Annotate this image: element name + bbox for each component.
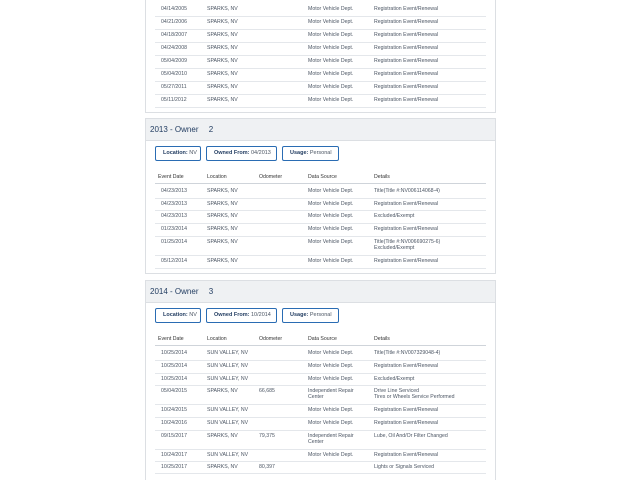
table-row bbox=[155, 256, 486, 269]
event-details-line-1: Registration Event/Renewal bbox=[374, 97, 439, 103]
event-source bbox=[308, 213, 353, 219]
event-odometer: 80,397 bbox=[259, 464, 275, 470]
owned-from-chip[interactable] bbox=[206, 308, 277, 323]
event-date: 05/12/2014 bbox=[161, 258, 187, 264]
event-location: SPARKS, NV bbox=[207, 71, 238, 77]
table-row bbox=[155, 237, 486, 256]
event-details bbox=[374, 239, 440, 251]
event-date: 10/25/2014 bbox=[161, 376, 187, 382]
event-source-line-1: Motor Vehicle Dept. bbox=[308, 363, 354, 369]
location-chip[interactable] bbox=[155, 308, 201, 323]
event-details bbox=[374, 226, 438, 232]
event-source bbox=[308, 407, 353, 413]
event-source-line-1: Motor Vehicle Dept. bbox=[308, 452, 354, 458]
event-source bbox=[308, 58, 353, 64]
event-location: SPARKS, NV bbox=[207, 239, 238, 245]
table-row bbox=[155, 69, 486, 82]
table-row bbox=[155, 199, 486, 211]
column-header-odometer: Odometer bbox=[259, 174, 283, 180]
table-row bbox=[155, 386, 486, 405]
event-details bbox=[374, 188, 440, 194]
event-details-line-1: Registration Event/Renewal bbox=[374, 201, 439, 207]
event-location: SPARKS, NV bbox=[207, 188, 238, 194]
event-details bbox=[374, 433, 448, 439]
event-date: 04/21/2006 bbox=[161, 19, 187, 25]
table-row bbox=[155, 43, 486, 56]
event-details bbox=[374, 58, 438, 64]
event-details bbox=[374, 45, 438, 51]
table-row bbox=[155, 17, 486, 30]
table-row bbox=[155, 374, 486, 386]
usage-chip[interactable] bbox=[282, 308, 339, 323]
owner-3-card bbox=[145, 280, 496, 480]
column-header-location: Location bbox=[207, 174, 227, 180]
table-row bbox=[155, 224, 486, 237]
owned-from-chip-label: Owned From: bbox=[214, 150, 250, 156]
event-details bbox=[374, 420, 438, 426]
event-date: 10/25/2017 bbox=[161, 464, 187, 470]
column-header-location: Location bbox=[207, 336, 227, 342]
event-details bbox=[374, 464, 434, 470]
event-details bbox=[374, 213, 414, 219]
event-location: SUN VALLEY, NV bbox=[207, 363, 249, 369]
owner-year: 2014 bbox=[150, 287, 168, 296]
event-location: SUN VALLEY, NV bbox=[207, 376, 249, 382]
event-location: SPARKS, NV bbox=[207, 226, 238, 232]
event-source-line-1: Motor Vehicle Dept. bbox=[308, 32, 354, 38]
event-details-line-1: Registration Event/Renewal bbox=[374, 71, 439, 77]
column-header-details: Details bbox=[374, 336, 390, 342]
event-source-line-1: Motor Vehicle Dept. bbox=[308, 226, 354, 232]
event-source-line-1: Independent Repair bbox=[308, 433, 354, 439]
table-row bbox=[155, 450, 486, 462]
event-odometer: 79,375 bbox=[259, 433, 275, 439]
location-chip-value: NV bbox=[189, 150, 197, 156]
event-date: 01/25/2014 bbox=[161, 239, 187, 245]
event-details-line-1: Lights or Signals Serviced bbox=[374, 464, 434, 470]
event-details-line-1: Registration Event/Renewal bbox=[374, 407, 439, 413]
owner-1-card bbox=[145, 0, 496, 113]
event-source bbox=[308, 84, 353, 90]
event-source-line-1: Motor Vehicle Dept. bbox=[308, 407, 354, 413]
event-source bbox=[308, 388, 354, 400]
event-source bbox=[308, 32, 353, 38]
event-location: SUN VALLEY, NV bbox=[207, 350, 249, 356]
event-source-line-1: Motor Vehicle Dept. bbox=[308, 45, 354, 51]
event-date: 10/24/2016 bbox=[161, 420, 187, 426]
event-location: SPARKS, NV bbox=[207, 201, 238, 207]
event-location: SPARKS, NV bbox=[207, 97, 238, 103]
table-row bbox=[155, 462, 486, 474]
column-header-date: Event Date bbox=[158, 174, 184, 180]
event-source bbox=[308, 363, 353, 369]
location-chip-label: Location: bbox=[163, 150, 188, 156]
usage-chip-value: Personal bbox=[309, 312, 332, 318]
event-details-line-1: Registration Event/Renewal bbox=[374, 6, 439, 12]
owner-year: 2013 bbox=[150, 125, 168, 134]
event-details bbox=[374, 388, 455, 400]
event-source bbox=[308, 71, 353, 77]
event-location: SUN VALLEY, NV bbox=[207, 407, 249, 413]
table-row bbox=[155, 211, 486, 224]
column-header-odometer: Odometer bbox=[259, 336, 283, 342]
owned-from-chip-value: 10/2014 bbox=[250, 312, 271, 318]
usage-chip-label: Usage: bbox=[290, 150, 309, 156]
table-row bbox=[155, 56, 486, 69]
event-source bbox=[308, 6, 353, 12]
event-source-line-1: Motor Vehicle Dept. bbox=[308, 97, 354, 103]
event-source bbox=[308, 376, 353, 382]
event-source bbox=[308, 258, 353, 264]
event-source bbox=[308, 188, 353, 194]
event-date: 04/23/2013 bbox=[161, 213, 187, 219]
event-source bbox=[308, 201, 353, 207]
event-source bbox=[308, 45, 353, 51]
table-row bbox=[155, 4, 486, 17]
event-source-line-2: Center bbox=[308, 439, 324, 446]
usage-chip-value: Personal bbox=[309, 150, 332, 156]
column-header-source: Data Source bbox=[308, 336, 337, 342]
event-location: SPARKS, NV bbox=[207, 213, 238, 219]
event-location: SPARKS, NV bbox=[207, 45, 238, 51]
event-details bbox=[374, 201, 438, 207]
event-details bbox=[374, 32, 438, 38]
event-source bbox=[308, 239, 353, 245]
event-source-line-1: Independent Repair bbox=[308, 388, 354, 394]
event-details-line-2: Tires or Wheels Service Performed bbox=[374, 394, 455, 401]
event-date: 04/18/2007 bbox=[161, 32, 187, 38]
event-details-line-1: Registration Event/Renewal bbox=[374, 84, 439, 90]
owned-from-chip[interactable] bbox=[206, 146, 277, 161]
event-details-line-1: Registration Event/Renewal bbox=[374, 32, 439, 38]
owner-3-table-header bbox=[155, 336, 486, 346]
event-details-line-1: Title(Title #:NV006114068-4) bbox=[374, 188, 440, 194]
event-source-line-1: Motor Vehicle Dept. bbox=[308, 376, 354, 382]
event-details-line-1: Registration Event/Renewal bbox=[374, 420, 439, 426]
table-row bbox=[155, 418, 486, 431]
event-details-line-1: Registration Event/Renewal bbox=[374, 258, 439, 264]
event-details bbox=[374, 19, 438, 25]
owner-title-sep: - Owner bbox=[170, 287, 199, 296]
owned-from-chip-label: Owned From: bbox=[214, 312, 250, 318]
event-details-line-1: Lube, Oil And/Or Filter Changed bbox=[374, 433, 448, 439]
event-location: SPARKS, NV bbox=[207, 464, 238, 470]
event-source-line-2: Center bbox=[308, 394, 324, 401]
event-date: 05/04/2009 bbox=[161, 58, 187, 64]
event-details-line-1: Registration Event/Renewal bbox=[374, 58, 439, 64]
event-date: 10/25/2014 bbox=[161, 363, 187, 369]
event-details bbox=[374, 6, 438, 12]
event-location: SPARKS, NV bbox=[207, 388, 238, 394]
event-date: 10/25/2014 bbox=[161, 350, 187, 356]
event-details bbox=[374, 97, 438, 103]
event-location: SPARKS, NV bbox=[207, 6, 238, 12]
usage-chip[interactable] bbox=[282, 146, 339, 161]
event-details bbox=[374, 407, 438, 413]
event-source-line-1: Motor Vehicle Dept. bbox=[308, 213, 354, 219]
owner-2-table-header bbox=[155, 174, 486, 184]
event-location: SPARKS, NV bbox=[207, 258, 238, 264]
event-date: 10/24/2015 bbox=[161, 407, 187, 413]
event-details-line-2: Excluded/Exempt bbox=[374, 245, 415, 252]
event-source-line-1: Motor Vehicle Dept. bbox=[308, 258, 354, 264]
event-odometer: 66,685 bbox=[259, 388, 275, 394]
table-row bbox=[155, 405, 486, 418]
event-location: SPARKS, NV bbox=[207, 433, 238, 439]
event-source bbox=[308, 97, 353, 103]
event-details bbox=[374, 258, 438, 264]
owner-2-title bbox=[146, 119, 495, 141]
owned-from-chip-value: 04/2013 bbox=[250, 150, 271, 156]
event-source bbox=[308, 19, 353, 25]
event-details-line-1: Registration Event/Renewal bbox=[374, 45, 439, 51]
event-details bbox=[374, 363, 438, 369]
event-source-line-1: Motor Vehicle Dept. bbox=[308, 350, 354, 356]
event-source-line-1: Motor Vehicle Dept. bbox=[308, 71, 354, 77]
owner-number: 3 bbox=[208, 287, 214, 296]
owner-title-sep: - Owner bbox=[170, 125, 199, 134]
event-source bbox=[308, 433, 354, 445]
event-date: 04/23/2013 bbox=[161, 201, 187, 207]
event-source-line-1: Motor Vehicle Dept. bbox=[308, 201, 354, 207]
owner-2-card bbox=[145, 118, 496, 274]
column-header-details: Details bbox=[374, 174, 390, 180]
event-details bbox=[374, 71, 438, 77]
event-source-line-1: Motor Vehicle Dept. bbox=[308, 84, 354, 90]
column-header-source: Data Source bbox=[308, 174, 337, 180]
event-details-line-1: Registration Event/Renewal bbox=[374, 226, 439, 232]
table-row bbox=[155, 30, 486, 43]
event-date: 10/24/2017 bbox=[161, 452, 187, 458]
event-source-line-1: Motor Vehicle Dept. bbox=[308, 19, 354, 25]
event-source bbox=[308, 452, 353, 458]
event-details bbox=[374, 84, 438, 90]
event-location: SUN VALLEY, NV bbox=[207, 420, 249, 426]
column-header-date: Event Date bbox=[158, 336, 184, 342]
event-date: 01/23/2014 bbox=[161, 226, 187, 232]
event-details-line-1: Title(Title #:NV007329048-4) bbox=[374, 350, 441, 356]
event-location: SPARKS, NV bbox=[207, 58, 238, 64]
event-location: SUN VALLEY, NV bbox=[207, 452, 249, 458]
event-source-line-1: Motor Vehicle Dept. bbox=[308, 420, 354, 426]
event-details-line-1: Registration Event/Renewal bbox=[374, 19, 439, 25]
event-date: 04/24/2008 bbox=[161, 45, 187, 51]
table-row bbox=[155, 95, 486, 108]
event-location: SPARKS, NV bbox=[207, 84, 238, 90]
event-source-line-1: Motor Vehicle Dept. bbox=[308, 239, 354, 245]
table-row bbox=[155, 348, 486, 361]
event-source bbox=[308, 350, 353, 356]
owner-3-title bbox=[146, 281, 495, 303]
table-row bbox=[155, 82, 486, 95]
usage-chip-label: Usage: bbox=[290, 312, 309, 318]
table-row bbox=[155, 361, 486, 374]
location-chip-value: NV bbox=[189, 312, 197, 318]
event-location: SPARKS, NV bbox=[207, 19, 238, 25]
event-details bbox=[374, 350, 440, 356]
event-date: 04/23/2013 bbox=[161, 188, 187, 194]
event-source bbox=[308, 420, 353, 426]
event-date: 05/04/2015 bbox=[161, 388, 187, 394]
event-date: 04/14/2005 bbox=[161, 6, 187, 12]
location-chip-label: Location: bbox=[163, 312, 188, 318]
event-details-line-1: Excluded/Exempt bbox=[374, 376, 415, 382]
location-chip[interactable] bbox=[155, 146, 201, 161]
event-date: 05/11/2012 bbox=[161, 97, 187, 103]
event-details-line-1: Registration Event/Renewal bbox=[374, 452, 439, 458]
table-row bbox=[155, 431, 486, 450]
event-details bbox=[374, 452, 438, 458]
event-details-line-1: Drive Line Serviced bbox=[374, 388, 419, 394]
event-source bbox=[308, 226, 353, 232]
owner-number: 2 bbox=[208, 125, 214, 134]
event-date: 05/27/2011 bbox=[161, 84, 187, 90]
event-source-line-1: Motor Vehicle Dept. bbox=[308, 6, 354, 12]
event-details bbox=[374, 376, 414, 382]
event-location: SPARKS, NV bbox=[207, 32, 238, 38]
event-details-line-1: Title(Title #:NV006690275-6) bbox=[374, 239, 441, 245]
event-date: 05/04/2010 bbox=[161, 71, 187, 77]
event-details-line-1: Registration Event/Renewal bbox=[374, 363, 439, 369]
event-source-line-1: Motor Vehicle Dept. bbox=[308, 58, 354, 64]
event-details-line-1: Excluded/Exempt bbox=[374, 213, 415, 219]
event-date: 09/15/2017 bbox=[161, 433, 187, 439]
event-source-line-1: Motor Vehicle Dept. bbox=[308, 188, 354, 194]
table-row bbox=[155, 186, 486, 199]
